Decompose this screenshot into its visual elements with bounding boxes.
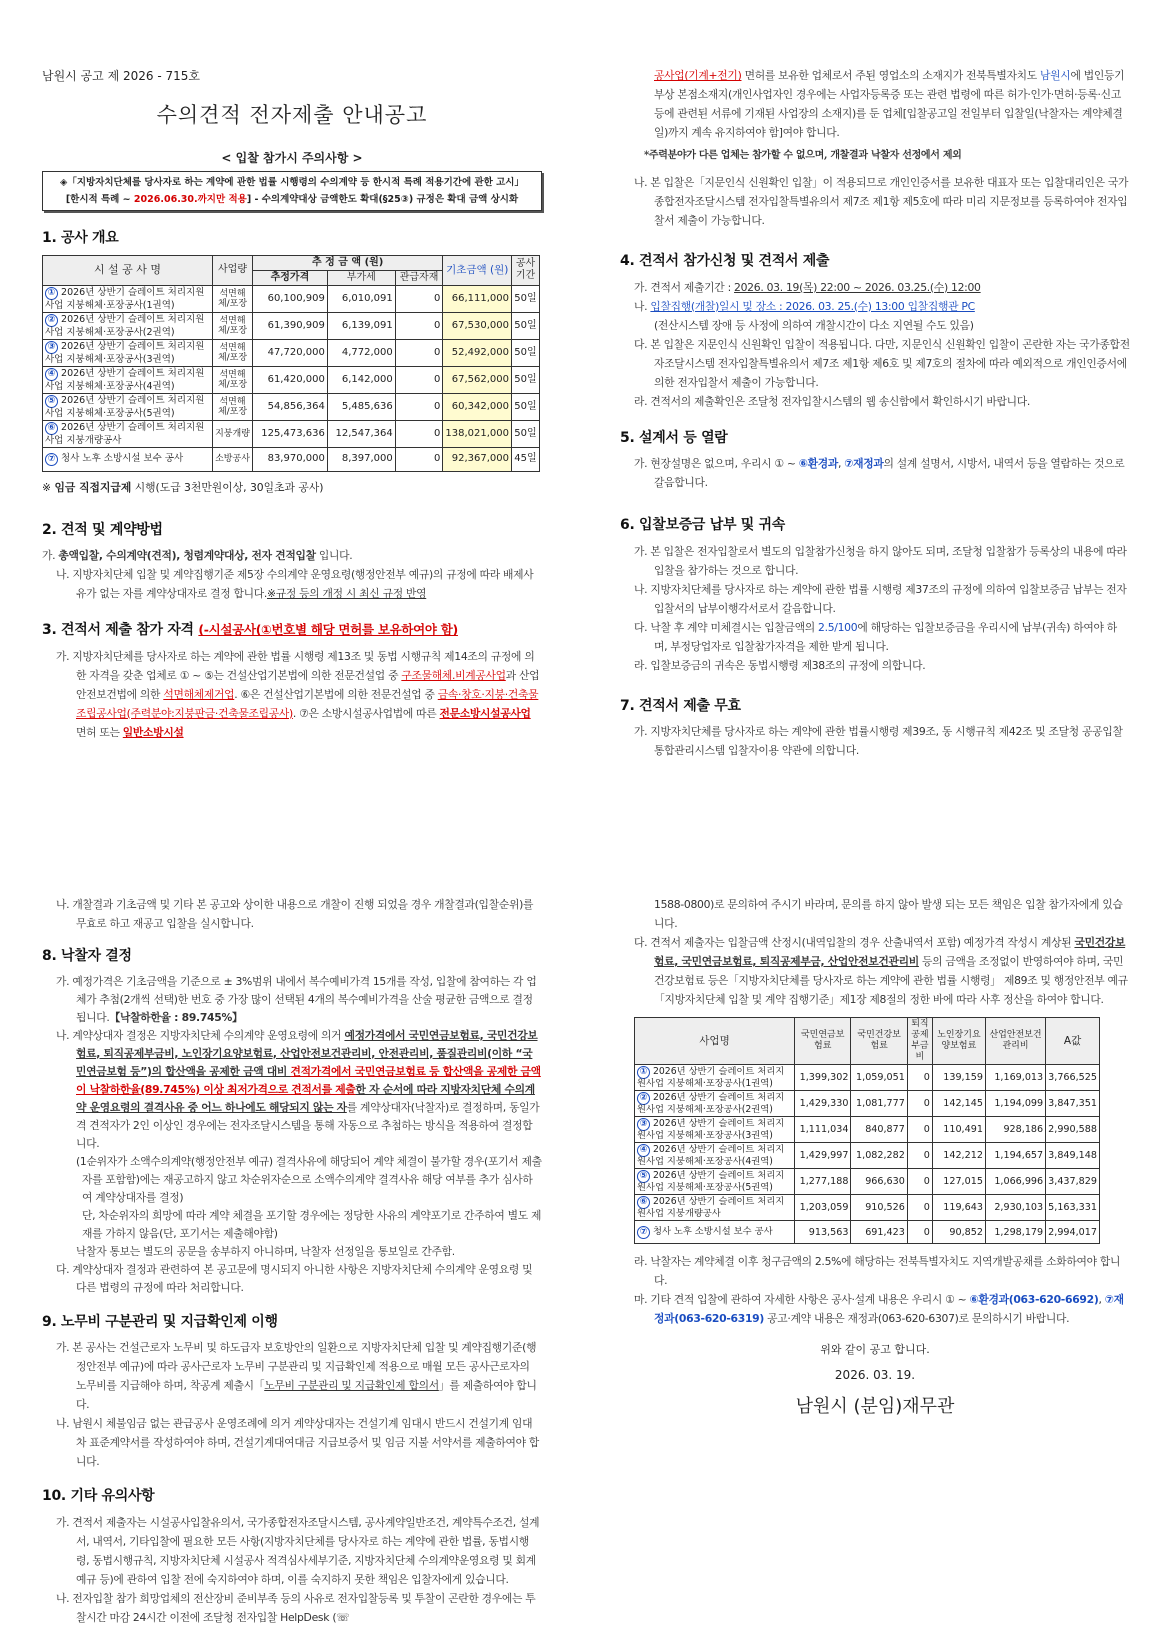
s3-ga-cont xyxy=(620,66,1130,142)
th-period: 공사 기간 xyxy=(512,255,540,285)
insurance-value-e: 1,169,013 xyxy=(994,1072,1044,1083)
s10-ma-c: , xyxy=(1098,1293,1105,1306)
section2-heading: 2. 견적 및 계약방법 xyxy=(42,521,163,538)
project-name: 2026년 상반기 슬레이트 처리지원사업 지붕해체·포장공사(1권역) xyxy=(637,1066,785,1089)
insurance-value-f: 3,847,351 xyxy=(1048,1098,1097,1109)
base-amount: 52,492,000 xyxy=(451,346,509,358)
th2-h3: 퇴직공제부금비 xyxy=(907,1018,932,1065)
s5-fin: ⑦재정과 xyxy=(844,457,884,471)
s8-na4: 낙찰자 통보는 별도의 공문을 송부하지 아니하며, 낙찰자 선정일을 통보일로 간주함. xyxy=(76,1244,455,1258)
th-supply: 관급자재 xyxy=(395,270,443,285)
project-type: 석면해체/포장 xyxy=(217,396,248,417)
th2-h4: 노인장기요양보험료 xyxy=(932,1018,985,1065)
s8-na-u: 예정가격에서 국민연금보험료, 국민건강보험료, 퇴직공제부금비, 노인장기요양보험료, 산업안전보건관리비, 안전관리비, 품질관리비(이하 “국민연금보험 등”)의 합산액을 공제한 금액 대비 xyxy=(76,1028,538,1078)
period: 50일 xyxy=(514,319,537,331)
est-price: 125,473,636 xyxy=(261,427,325,439)
wage-note-text: 시행(도급 3천만원이상, 30일초과 공사) xyxy=(131,480,324,494)
insurance-value-c: 0 xyxy=(923,1072,930,1083)
project-type: 석면해체/포장 xyxy=(217,315,248,336)
supply: 0 xyxy=(434,373,441,385)
s3-p2: 면허를 보유한 업체로서 주된 영업소의 소재지가 전북특별자치도 xyxy=(741,69,1041,82)
vat: 4,772,000 xyxy=(341,346,393,358)
supply: 0 xyxy=(434,292,441,304)
s4-ga-pre: 가. 견적서 제출기간 : xyxy=(634,280,735,294)
s2-na xyxy=(42,565,542,603)
insurance-value-a: 1,203,059 xyxy=(799,1202,849,1213)
insurance-value-d: 127,015 xyxy=(943,1176,983,1187)
s3-p2r: 공사업(기계+전기) xyxy=(654,69,742,82)
s3-p1e: 면허 또는 xyxy=(76,725,123,739)
insurance-value-f: 3,849,148 xyxy=(1048,1150,1097,1161)
row-number-badge: ⑥ xyxy=(637,1196,650,1209)
caution-line2-c: ] - 수의계약대상 금액한도 확대(§25③) 규정은 확대 금액 상시화 xyxy=(246,193,519,205)
est-price: 47,720,000 xyxy=(267,346,325,358)
project-row xyxy=(43,420,540,447)
th2-h5: 산업안전보건관리비 xyxy=(985,1018,1045,1065)
project-row xyxy=(43,312,540,339)
section4-heading: 4. 견적서 참가신청 및 견적서 제출 xyxy=(620,253,830,269)
insurance-value-f: 3,437,829 xyxy=(1048,1176,1097,1187)
row-number-badge: ⑦ xyxy=(45,453,58,466)
bottom-left-column xyxy=(42,895,542,1627)
supply: 0 xyxy=(434,453,441,465)
s3-na: 나. 본 입찰은「지문인식 신원확인 입찰」이 적용되므로 개인인증서를 보유한 대표자 또는 입찰대리인은 국가종합전자조달시스템 전자입찰특별유의서 제7조 제1항 제5호에 따라 미리 지문정보를 등록하여야 전자입찰서 제출이 가능합니다. xyxy=(634,176,1129,227)
s3-p1b: 과 산업안전보건법에 의한 xyxy=(76,668,540,701)
s9-ga-text: 가. 본 공사는 건설근로자 노무비 및 하도급자 보호방안의 일환으로 지방자치단체 입찰 및 계약집행기준(행정안전부 예규)에 따라 공사근로자 노무비 구분관리 및 지급확인제 적용으로 매월 모든 공사근로자의 노무비를 지급해야 하며, 착공계 제출시「 xyxy=(56,1341,537,1393)
s10-env-phone: ⑥환경과(063-620-6692) xyxy=(969,1293,1099,1306)
period: 50일 xyxy=(514,427,537,439)
insurance-value-c: 0 xyxy=(923,1124,930,1135)
project-name: 2026년 상반기 슬레이트 처리지원사업 지붕해체·포장공사(3권역) xyxy=(637,1118,785,1141)
s8-na-c: 를 계약상대자(낙찰자)로 결정하며, 동일가격 견적자가 2인 이상인 경우에는 전자조달시스템을 통해 자동으로 추첨하는 방식을 적용하여 결정합니다. xyxy=(76,1100,540,1150)
top-right-column xyxy=(620,66,1130,760)
insurance-value-b: 1,059,051 xyxy=(856,1072,905,1083)
insurance-value-c: 0 xyxy=(923,1202,930,1213)
supply: 0 xyxy=(434,400,441,412)
s4-na-schedule: 입찰집행(개찰)일시 및 장소 : 2026. 03. 25.(수) 13:00 입찰집행관 PC xyxy=(650,299,975,313)
project-name: 2026년 상반기 슬레이트 처리지원사업 지붕해체·포장공사(1권역) xyxy=(45,286,205,311)
wage-note xyxy=(42,480,542,495)
base-amount: 60,342,000 xyxy=(451,400,509,412)
s5-a: 가. 현장설명은 없으며, 우리시 ① ~ xyxy=(634,457,799,471)
th2-h2: 국민건강보험료 xyxy=(851,1018,907,1065)
s10-fin-phone: ⑦재정과(063-620-6319) xyxy=(654,1293,1124,1325)
project-name: 2026년 상반기 슬레이트 처리지원사업 지붕해체·포장공사(5권역) xyxy=(637,1170,785,1193)
s10-ma-e: 공고·계약 내용은 재정과(063-620-6307)로 문의하시기 바랍니다. xyxy=(764,1312,1070,1325)
s7-ga: 가. 지방자치단체를 당사자로 하는 계약에 관한 법률시행령 제39조, 동 시행규칙 제42조 및 조달청 공공입찰 통합관리시스템 입찰자이용 약관에 의합니다. xyxy=(634,725,1123,758)
est-price: 61,390,909 xyxy=(267,319,325,331)
insurance-value-e: 1,298,179 xyxy=(994,1226,1044,1238)
section7-heading: 7. 견적서 제출 무효 xyxy=(620,697,741,714)
caution-line2-a: [한시적 특례 ~ xyxy=(65,193,134,205)
section3-heading xyxy=(42,621,542,641)
th2-h6: A값 xyxy=(1046,1018,1100,1065)
base-amount: 67,530,000 xyxy=(451,319,509,331)
project-row xyxy=(43,339,540,366)
base-amount: 66,111,000 xyxy=(451,292,509,304)
insurance-value-e: 928,186 xyxy=(1003,1124,1044,1135)
signer: 남원시 (분임)재무관 xyxy=(795,1396,955,1418)
vat: 6,139,091 xyxy=(341,319,393,331)
insurance-value-d: 142,145 xyxy=(943,1098,983,1109)
est-price: 54,856,364 xyxy=(267,400,325,412)
s3-h: 3. 견적서 제출 참가 자격 xyxy=(42,622,199,639)
s10-da-a: 다. 견적서 제출자는 입찰금액 산정시(내역입찰의 경우 산출내역서 포함) 예정가격 작성시 계상된 xyxy=(634,936,1075,949)
th-type: 사업량 xyxy=(213,255,253,285)
est-price: 83,970,000 xyxy=(267,453,325,465)
s5-c: , xyxy=(837,457,845,471)
insurance-value-a: 913,563 xyxy=(808,1226,849,1238)
s10-ra: 라. 낙찰자는 계약체결 이후 청구금액의 2.5%에 해당하는 전북특별자치도 지역개발공채를 소화하여야 합니다. xyxy=(634,1255,1121,1287)
project-name: 2026년 상반기 슬레이트 처리지원사업 지붕개량공사 xyxy=(637,1196,785,1219)
period: 50일 xyxy=(514,346,537,358)
project-name: 청사 노후 소방시설 보수 공사 xyxy=(652,1225,773,1237)
s3-ga xyxy=(42,647,542,742)
notice-number: 남원시 공고 제 2026 - 715호 xyxy=(42,69,200,83)
s8-na3: 단, 차순위자의 희망에 따라 계약 체결을 포기할 경우에는 정당한 사유의 계약포기로 간주하여 별도 제재를 가하지 않음(단, 포기서는 제출해야함) xyxy=(82,1208,542,1240)
row-number-badge: ① xyxy=(637,1066,650,1079)
row-number-badge: ⑦ xyxy=(637,1226,650,1239)
project-type: 석면해체/포장 xyxy=(217,369,248,390)
s3-p1r4: 전문소방시설공사업 xyxy=(439,706,531,720)
s3-p2c: 에 법인등기부상 본점소재지(개인사업자인 경우에는 사업자등록증 또는 관련 법령에 따른 허가·인가·면허·등록·신고 등에 관련된 서류에 기재된 사업장의 소재지)를 둔 업체[입찰공고일 전일부터 입찰일(낙찰자는 계약체결일)까지 계속 유지하여야 함]여야 합니다. xyxy=(654,69,1125,139)
project-table xyxy=(42,255,540,472)
caution-box xyxy=(42,171,542,211)
s3-note: *주력분야가 다른 업체는 참가할 수 없으며, 개찰결과 낙찰자 선정에서 제외 xyxy=(644,150,962,161)
insurance-value-c: 0 xyxy=(923,1176,930,1187)
th-base: 기초금액 (원) xyxy=(443,255,512,285)
insurance-value-e: 1,066,996 xyxy=(994,1176,1044,1187)
project-name: 2026년 상반기 슬레이트 처리지원사업 지붕해체·포장공사(3권역) xyxy=(45,340,205,365)
s9-agreement: 노무비 구분관리 및 지급확인제 합의서 xyxy=(264,1379,439,1393)
insurance-value-c: 0 xyxy=(923,1150,930,1161)
s8-na-r: 견적가격에서 국민연금보험료 등 합산액을 공제한 금액이 낙찰하한율(89.745%) 이상 최저가격으로 견적서를 제출 xyxy=(76,1064,541,1096)
s3-p1r: 구조물해체.비계공사업 xyxy=(401,668,506,682)
row-number-badge: ③ xyxy=(45,341,58,354)
notice-date: 2026. 03. 19. xyxy=(834,1368,916,1383)
base-amount: 67,562,000 xyxy=(451,373,509,385)
period: 45일 xyxy=(514,453,537,465)
insurance-value-a: 1,277,188 xyxy=(799,1176,849,1187)
row-number-badge: ⑤ xyxy=(45,395,58,408)
s6-rate: 2.5/100 xyxy=(818,620,858,634)
insurance-value-d: 119,643 xyxy=(943,1202,983,1213)
s3-p1r2: 석면해체제거업 xyxy=(163,687,235,701)
s8-ga xyxy=(42,973,542,1027)
project-name: 청사 노후 소방시설 보수 공사 xyxy=(61,452,184,464)
project-name: 2026년 상반기 슬레이트 처리지원사업 지붕해체·포장공사(2권역) xyxy=(637,1092,785,1115)
vat: 8,397,000 xyxy=(341,453,393,465)
th2-h1: 국민연금보험료 xyxy=(795,1018,851,1065)
s4-da: 다. 본 입찰은 지문인식 신원확인 입찰이 적용됩니다. 다만, 지문인식 신원확인 입찰이 곤란한 자는 국가종합전자조달시스템 전자입찰특별유의서 제7조 제1항 제6호 및 제7호의 절차에 따라 예외적으로 개인인증서에 의한 전자입찰서 제출이 가능합니다. xyxy=(634,337,1130,389)
insurance-row xyxy=(635,1065,1100,1091)
insurance-value-b: 966,630 xyxy=(865,1176,905,1187)
s9-ga xyxy=(42,1338,542,1414)
s8-rate: 【낙찰하한율 : 89.745%】 xyxy=(109,1010,243,1024)
project-row xyxy=(43,447,540,471)
row-number-badge: ④ xyxy=(637,1144,650,1157)
bottom-right-column xyxy=(620,895,1130,1419)
s7-na: 나. 개찰결과 기초금액 및 기타 본 공고와 상이한 내용으로 개찰이 진행 되었을 경우 개찰결과(입찰순위)를 무효로 하고 재공고 입찰을 실시합니다. xyxy=(56,898,534,930)
project-name: 2026년 상반기 슬레이트 처리지원사업 지붕해체·포장공사(4권역) xyxy=(637,1144,785,1167)
s10-da-u: 국민건강보험료, 국민연금보험료, 퇴직공제부금, 산업안전보건관리비 xyxy=(654,936,1126,968)
project-name: 2026년 상반기 슬레이트 처리지원사업 지붕해체·포장공사(5권역) xyxy=(45,394,205,419)
th2-name: 사업명 xyxy=(635,1018,795,1065)
insurance-value-d: 110,491 xyxy=(943,1124,983,1135)
project-type: 석면해체/포장 xyxy=(217,342,248,363)
s10-na2: 1588-0800)로 문의하여 주시기 바라며, 문의를 하지 않아 발생 되는 모든 책임은 입찰 참가자에게 있습니다. xyxy=(654,898,1123,930)
insurance-value-b: 1,082,282 xyxy=(856,1150,905,1161)
th-est-price: 추정가격 xyxy=(253,270,328,285)
period: 50일 xyxy=(514,292,537,304)
insurance-value-a: 1,429,997 xyxy=(799,1150,849,1161)
row-number-badge: ⑥ xyxy=(45,422,58,435)
vat: 5,485,636 xyxy=(341,400,393,412)
s5-env: ⑥환경과 xyxy=(798,457,838,471)
s3-p1r3: 금속·창호·지붕·건축물조립공사업(주력분야:지붕판금·건축물조립공사) xyxy=(76,687,539,720)
caution-line2 xyxy=(49,191,535,208)
row-number-badge: ⑤ xyxy=(637,1170,650,1183)
s10-ma-a: 마. 기타 견적 입찰에 관하여 자세한 사항은 공사·설계 내용은 우리시 ① ~ xyxy=(634,1293,970,1306)
row-number-badge: ② xyxy=(45,314,58,327)
project-name: 2026년 상반기 슬레이트 처리지원사업 지붕해체·포장공사(2권역) xyxy=(45,313,205,338)
s3-p2b: 남원시 xyxy=(1040,69,1071,82)
s9-na: 나. 남원시 체불임금 없는 관급공사 운영조례에 의거 계약상대자는 건설기계 임대시 반드시 건설기계 임대차 표준계약서를 작성하여야 하며, 건설기계대여대금 지급보증서 및 임금 지불 서약서를 제출하여야 합니다. xyxy=(56,1417,540,1469)
insurance-row xyxy=(635,1221,1100,1244)
insurance-value-a: 1,111,034 xyxy=(799,1124,849,1135)
s3-p1r5: 일반소방시설 xyxy=(122,725,184,739)
supply: 0 xyxy=(434,319,441,331)
insurance-value-d: 139,159 xyxy=(943,1072,983,1083)
s6-da xyxy=(620,618,1130,656)
insurance-row xyxy=(635,1143,1100,1169)
insurance-value-b: 1,081,777 xyxy=(856,1098,905,1109)
wage-note-bold: 임금 직접지급제 xyxy=(54,480,132,494)
insurance-value-d: 90,852 xyxy=(949,1226,983,1238)
s6-na: 나. 지방자치단체를 당사자로 하는 계약에 관한 법률 시행령 제37조의 규정에 의하여 입찰보증금 납부는 전자입찰서의 납부이행각서로서 갈음합니다. xyxy=(634,582,1127,615)
row-number-badge: ③ xyxy=(637,1118,650,1131)
project-type: 소방공사 xyxy=(215,454,250,465)
period: 50일 xyxy=(514,373,537,385)
s10-na: 나. 전자입찰 참가 희망업체의 전산장비 준비부족 등의 사유로 전자입찰등록 및 투찰이 곤란한 경우에는 투찰시간 마감 24시간 이전에 조달청 전자입찰 HelpDesk (☏ xyxy=(56,1591,536,1624)
project-row xyxy=(43,285,540,312)
caution-heading: < 입찰 참가시 주의사항 > xyxy=(221,151,363,166)
supply: 0 xyxy=(434,427,441,439)
est-price: 60,100,909 xyxy=(267,292,325,304)
insurance-value-b: 691,423 xyxy=(865,1226,905,1238)
supply: 0 xyxy=(434,346,441,358)
insurance-value-c: 0 xyxy=(923,1098,930,1109)
insurance-value-d: 142,212 xyxy=(943,1150,983,1161)
insurance-value-f: 3,766,525 xyxy=(1048,1072,1097,1083)
insurance-value-e: 2,930,103 xyxy=(994,1202,1044,1213)
project-row xyxy=(43,393,540,420)
s6-da-c: 에 해당하는 입찰보증금을 우리시에 납부(귀속) 하여야 하며, 부정당업자로 입찰참가자격을 제한 받게 됩니다. xyxy=(654,620,1117,653)
insurance-value-f: 5,163,331 xyxy=(1048,1202,1097,1213)
s3-p1c: . ⑥은 건설산업기본법에 의한 전문건설업 중 xyxy=(234,687,438,701)
th-name: 시 설 공 사 명 xyxy=(43,255,213,285)
insurance-value-a: 1,399,302 xyxy=(799,1072,849,1083)
closing-text: 위와 같이 공고 합니다. xyxy=(820,1343,930,1356)
insurance-value-c: 0 xyxy=(923,1226,930,1238)
est-price: 61,420,000 xyxy=(267,373,325,385)
s8-na xyxy=(42,1027,542,1153)
s4-na-pre: 나. xyxy=(634,299,651,313)
top-left-column xyxy=(42,68,542,742)
s10-ga: 가. 견적서 제출자는 시설공사입찰유의서, 국가종합전자조달시스템, 공사계약일반조건, 계약특수조건, 설계서, 내역서, 기타입찰에 필요한 모든 사항(지방자치단체를 당사자로 하는 계약에 관한 법률, 동법시행령, 동법시행규칙, 지방자치단체 시설공사 적격심사세부기준, 지방자치단체 수의계약운영요령 및 회계예규 등)에 관하여 입찰 전에 숙지하여야 하며, 이를 숙지하지 못한 책임은 입찰자에게 있습니다. xyxy=(56,1515,540,1586)
s2-ga xyxy=(42,546,542,565)
insurance-row xyxy=(635,1169,1100,1195)
section6-heading: 6. 입찰보증금 납부 및 귀속 xyxy=(620,517,785,534)
s8-na2: (1순위자가 소액수의계약(행정안전부 예규) 결격사유에 해당되어 계약 체결이 불가할 경우(포기서 제출자를 포함함)에는 재공고하지 않고 차순위자순으로 소액수의계약 결격사유 해당 여부를 추가 심사하여 계약상대자를 결정) xyxy=(76,1154,542,1204)
base-amount: 92,367,000 xyxy=(451,453,509,465)
section8-heading: 8. 낙찰자 결정 xyxy=(42,948,132,964)
s3-p1d: . ⑦은 소방시설공사업법에 따른 xyxy=(292,706,440,720)
row-number-badge: ① xyxy=(45,287,58,300)
s8-da: 다. 계약상대자 결정과 관련하여 본 공고문에 명시되지 아니한 사항은 지방자치단체 수의계약 운영요령 및 다른 법령의 규정에 따라 처리합니다. xyxy=(56,1262,533,1294)
insurance-value-b: 840,877 xyxy=(865,1124,905,1135)
project-row xyxy=(43,366,540,393)
s8-ga-text: 가. 예정가격은 기초금액을 기준으로 ± 3%범위 내에서 복수예비가격 15개를 작성, 입찰에 참여하는 각 업체가 추첨(2개씩 선택)한 번호 중 가장 많이 선택된 4개의 복수예비가격을 산술 평균한 금액으로 결정됩니다. xyxy=(56,974,537,1024)
s4-na xyxy=(620,297,1130,316)
section5-heading: 5. 설계서 등 열람 xyxy=(620,429,728,446)
insurance-value-e: 1,194,099 xyxy=(994,1098,1044,1109)
s4-na2: (전산시스템 장애 등 사정에 의하여 개찰시간이 다소 지연될 수도 있음) xyxy=(654,318,974,332)
base-amount: 138,021,000 xyxy=(445,427,509,439)
insurance-row xyxy=(635,1117,1100,1143)
s10-da-b: 등의 금액을 조정없이 반영하여야 하며, 국민건강보험료 등은「지방자치단체를 당사자로 하는 계약에 관한 법률 시행령」 제89조 및 행정안전부 예규「지방자치단체 입찰 및 계약 집행기준」제1장 제8절의 정한 바에 따라 사후 정산을 하여야 합니다. xyxy=(654,955,1128,1006)
row-number-badge: ② xyxy=(637,1092,650,1105)
section10-heading: 10. 기타 유의사항 xyxy=(42,1488,155,1505)
period: 50일 xyxy=(514,400,537,412)
vat: 6,010,091 xyxy=(341,292,393,304)
s2-na-text: 나. 지방자치단체 입찰 및 계약집행기준 제5장 수의계약 운영요령(행정안전부 예규)의 규정에 따라 배제사유가 없는 자를 계약상대자로 결정 합니다. xyxy=(56,568,534,601)
page-title: 수의견적 전자제출 안내공고 xyxy=(156,102,428,127)
s2-ga-post: 입니다. xyxy=(315,549,353,563)
caution-deadline: 2026.06.30.까지만 적용 xyxy=(133,193,247,205)
s8-na-a: 나. 계약상대자 결정은 지방자치단체 수의계약 운영요령에 의거 xyxy=(56,1028,345,1042)
insurance-value-e: 1,194,657 xyxy=(994,1150,1044,1161)
project-name: 2026년 상반기 슬레이트 처리지원사업 지붕해체·포장공사(4권역) xyxy=(45,367,205,392)
s2-ga-pre: 가. xyxy=(42,549,59,563)
project-type: 지붕개량 xyxy=(215,428,250,439)
section9-heading: 9. 노무비 구분관리 및 지급확인제 이행 xyxy=(42,1313,278,1330)
s10-da xyxy=(620,933,1130,1009)
s4-ga xyxy=(620,278,1130,297)
insurance-table xyxy=(634,1017,1100,1244)
s10-ma xyxy=(620,1290,1130,1328)
s3-p1: 가. 지방자치단체를 당사자로 하는 계약에 관한 법률 시행령 제13조 및 동법 시행규칙 제14조의 규정에 의한 자격을 갖춘 업체로 ① ~ ⑤는 건설산업기본법에 의한 전문건설업 중 xyxy=(56,649,535,682)
insurance-value-a: 1,429,330 xyxy=(799,1098,849,1109)
project-name: 2026년 상반기 슬레이트 처리지원사업 지붕개량공사 xyxy=(45,421,205,446)
vat: 6,142,000 xyxy=(341,373,393,385)
s6-da-a: 다. 낙찰 후 계약 미체결시는 입찰금액의 xyxy=(634,620,818,634)
section1-heading: 1. 공사 개요 xyxy=(42,229,119,246)
insurance-row xyxy=(635,1195,1100,1221)
s6-ra: 라. 입찰보증금의 귀속은 동법시행령 제38조의 규정에 의합니다. xyxy=(634,658,926,672)
wage-note-mark: ※ xyxy=(42,480,55,494)
s4-ga-period: 2026. 03. 19(목) 22:00 ~ 2026. 03.25.(수) 12:00 xyxy=(734,280,981,294)
s6-ga: 가. 본 입찰은 전자입찰로서 별도의 입찰참가신청을 하지 않아도 되며, 조달청 입찰참가 등록상의 내용에 따라 입찰을 참가하는 것으로 합니다. xyxy=(634,544,1127,577)
project-type: 석면해체/포장 xyxy=(217,288,248,309)
insurance-row xyxy=(635,1091,1100,1117)
caution-line1: ◈「지방자치단체를 당사자로 하는 계약에 관한 법률 시행령의 수의계약 등 한시적 특례 적용기간에 관한 고시」 xyxy=(60,176,524,188)
th-est: 추 정 금 액 (원) xyxy=(253,255,443,270)
s8-na-b: 한 자 순서에 따라 지방자치단체 수의계약 운영요령의 결격사유 중 어느 하나에도 해당되지 않는 자 xyxy=(76,1082,535,1114)
insurance-value-f: 2,994,017 xyxy=(1048,1226,1097,1238)
s3-h-sub: (-시설공사(①번호별 해당 면허를 보유하여야 함) xyxy=(198,622,458,638)
vat: 12,547,364 xyxy=(335,427,393,439)
s9-ga-end: 」를 제출하여야 합니다. xyxy=(76,1379,537,1412)
insurance-value-b: 910,526 xyxy=(865,1202,905,1213)
row-number-badge: ④ xyxy=(45,368,58,381)
th-vat: 부가세 xyxy=(327,270,395,285)
s5-ga xyxy=(620,454,1130,492)
s2-ga-bold: 총액입찰, 수의계약(견적), 청렴계약대상, 전자 견적입찰 xyxy=(58,549,316,563)
insurance-value-f: 2,990,588 xyxy=(1048,1124,1097,1135)
s5-e: 의 설계 설명서, 시방서, 내역서 등을 열람하는 것으로 갈음합니다. xyxy=(654,457,1125,490)
s4-ra: 라. 견적서의 제출확인은 조달청 전자입찰시스템의 웹 송신함에서 확인하시기 바랍니다. xyxy=(634,394,1030,408)
s2-na-note: ※규정 등의 개정 시 최신 규정 반영 xyxy=(267,587,427,601)
